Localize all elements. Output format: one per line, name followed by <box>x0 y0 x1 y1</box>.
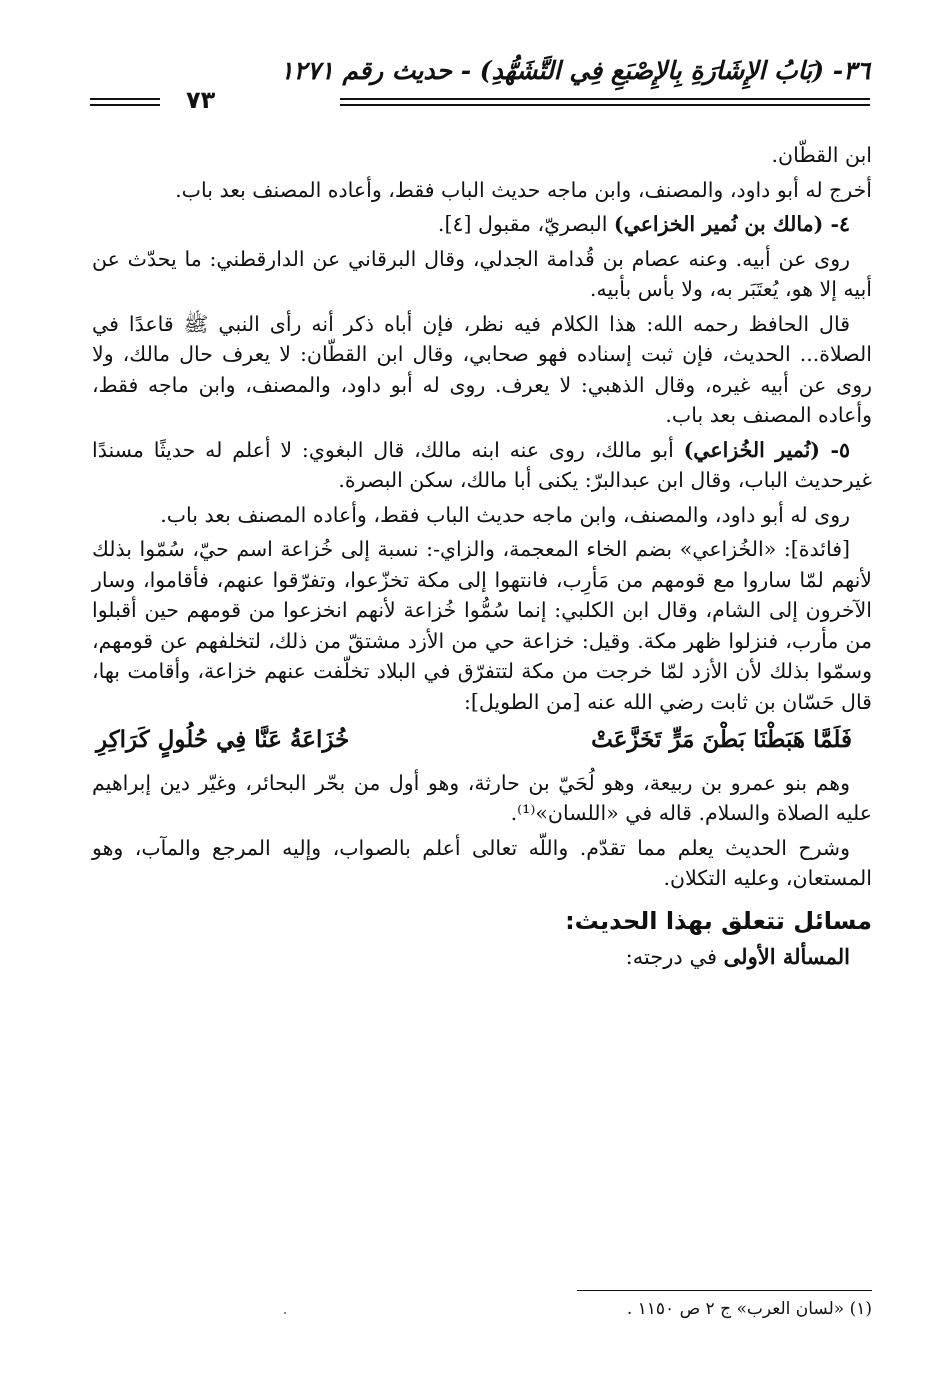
paragraph: قال الحافظ رحمه الله: هذا الكلام فيه نظر، فإن أباه ذكر أنه رأى النبي ﷺ قاعدًا في الصلاة... الحديث، فإن ثبت إسناده فهو صحابي، وقال ابن القطّان: لا يعرف حال مالك، ولا روى عن أبيه غيره، وقال الذهبي: لا يعرف. روى له أبو داود، والمصنف، وابن ماجه فقط، وأعاده المصنف بعد باب. <box>92 311 872 427</box>
paragraph: أخرج له أبو داود، والمصنف، وابن ماجه حديث الباب فقط، وأعاده المصنف بعد باب. <box>175 177 872 202</box>
narrator-entry <box>92 435 872 496</box>
header-double-rule-left <box>90 98 160 106</box>
narrator-name: ٤- (مالك بن نُمير الخزاعي) <box>613 212 850 236</box>
scan-speck <box>284 1312 286 1314</box>
subheading <box>92 942 850 973</box>
narrator-desc: أبو مالك، روى عنه ابنه مالك، قال البغوي: لا أعلم له حديثًا مسندًا غيرحديث الباب، وقال ابن عبدالبرّ: يكنى أبا مالك، سكن البصرة. <box>92 437 872 492</box>
narrator-entry <box>92 209 872 240</box>
chapter-title: ٣٦- (بَابُ الإِشَارَةِ بِالإِصْبَعِ فِي التَّشَهُّدِ) - حديث رقم ١٢٧١ <box>280 56 870 85</box>
verse-second-hemistich: خُزَاعَةُ عَنَّا فِي حُلُولٍ كَرَاكِرِ <box>96 726 350 753</box>
narrator-name: ٥- (نُمير الخُزاعي) <box>683 437 850 462</box>
paragraph: ابن القطّان. <box>771 143 872 167</box>
poetry-verse <box>92 721 872 764</box>
main-text <box>92 140 872 973</box>
running-header <box>90 56 870 120</box>
verse-first-hemistich: فَلَمَّا هَبَطْنَا بَطْنَ مَرٍّ تَخَزَّعَتْ <box>591 726 852 753</box>
paragraph: وهم بنو عمرو بن ربيعة، وهو لُحَيّ بن حارثة، وهو أول من بحّر البحائر، وغيّر دين إبراهيم عليه الصلاة والسلام. قاله في «اللسان»⁽¹⁾. <box>92 770 872 825</box>
narrator-desc: البصريّ، مقبول [٤]. <box>437 212 614 236</box>
paragraph: روى له أبو داود، والمصنف، وابن ماجه حديث الباب فقط، وأعاده المصنف بعد باب. <box>160 502 850 527</box>
page-number: ٧٣ <box>186 86 216 114</box>
section-heading: مسائل تتعلق بهذا الحديث: <box>565 906 872 935</box>
paragraph: روى عن أبيه. وعنه عصام بن قُدامة الجدلي، وقال البرقاني عن الدارقطني: ما يحدّث عن أبيه إلا هو، يُعتَبَر به، ولا بأس بأبيه. <box>92 246 872 301</box>
footnote: (١) «لسان العرب» ج ٢ ص ١١٥٠ . <box>626 1299 872 1319</box>
paragraph: وشرح الحديث يعلم مما تقدّم. واللّه تعالى أعلم بالصواب، وإليه المرجع والمآب، وهو المستعان، وعليه التكلان. <box>92 835 872 890</box>
subheading-label: المسألة الأولى <box>723 944 850 969</box>
subheading-text: في درجته: <box>625 945 724 969</box>
header-double-rule <box>340 98 870 106</box>
footnote-divider <box>577 1290 872 1291</box>
paragraph: [فائدة]: «الخُزاعي» بضم الخاء المعجمة، والزاي-: نسبة إلى خُزاعة اسم حيّ، سُمّوا بذلك لأنهم لمّا ساروا مع قومهم من مَأرِب، فانتهوا إلى مكة تخزّعوا، وتفرّقوا عنهم، فأقاموا، وسار الآخرون إلى الشام، وقال ابن الكلبي: إنما سُمُّوا خُزاعة لأنهم انخزعوا من قومهم حين أقبلوا من مأرب، فنزلوا ظهر مكة. وقيل: خزاعة حي من الأزد مشتقّ من ذلك، لتخلفهم عن قومهم، وسمّوا بذلك لأن الأزد لمّا خرجت من مكة لتتفرّق في البلاد تخلّفت عنهم خزاعة، وأقامت بها، قال حَسّان بن ثابت رضي الله عنه [من الطويل]: <box>92 537 872 714</box>
